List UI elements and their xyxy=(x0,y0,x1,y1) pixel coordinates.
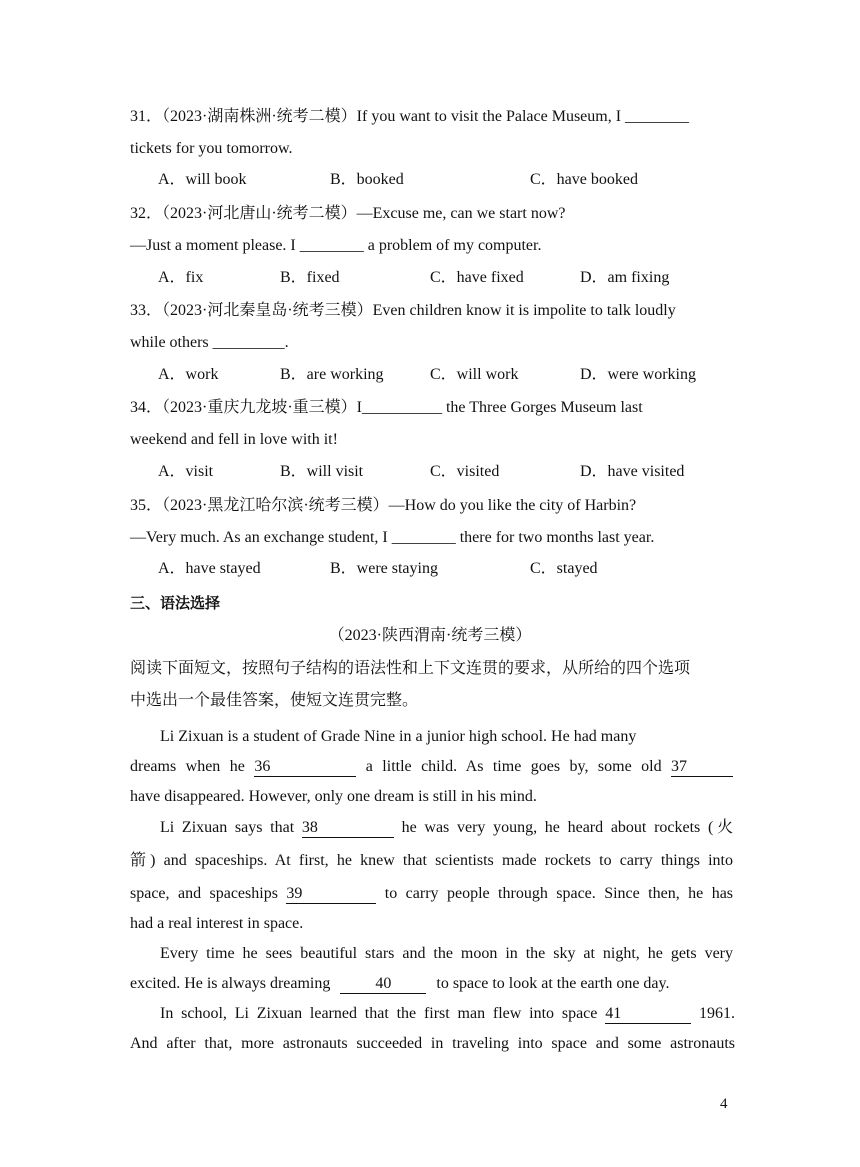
option-d: D．am fixing xyxy=(580,269,670,286)
option-b: B．will visit xyxy=(280,463,364,480)
passage-text: to carry people through space. Since then, he has xyxy=(384,885,734,902)
passage-text: to space to look at the earth one day. xyxy=(436,975,670,992)
question-32-stem-cont: —Just a moment please. I ________ a problem of my computer. xyxy=(130,237,542,254)
blank-37: 37 xyxy=(671,758,733,777)
option-a: A．fix xyxy=(158,269,204,286)
question-31-stem-cont: tickets for you tomorrow. xyxy=(130,140,293,157)
option-d: D．have visited xyxy=(580,463,685,480)
question-33-stem-cont: while others _________. xyxy=(130,334,289,351)
blank-36: 36 xyxy=(254,758,356,777)
passage-text: Li Zixuan says that xyxy=(160,819,295,836)
passage-text: dreams when he xyxy=(130,758,245,775)
passage-text: In school, Li Zixuan learned that the first man flew into space xyxy=(160,1005,598,1022)
blank-38: 38 xyxy=(302,819,394,838)
passage-p1-line2 xyxy=(130,757,733,777)
passage-p1-line3: have disappeared. However, only one dream is still in his mind. xyxy=(130,788,537,805)
option-b: B．were staying xyxy=(330,560,438,577)
passage-text: he was very young, he heard about rockets (火 xyxy=(401,819,733,836)
passage-p3-line2 xyxy=(130,974,669,994)
blank-39: 39 xyxy=(286,885,376,904)
passage-p2-line3 xyxy=(130,884,733,904)
option-c: C．have fixed xyxy=(430,269,524,286)
passage-p2-line4: had a real interest in space. xyxy=(130,915,304,932)
passage-text: space, and spaceships xyxy=(130,885,278,902)
option-c: C．stayed xyxy=(530,560,598,577)
question-35-stem-cont: —Very much. As an exchange student, I ________ there for two months last year. xyxy=(130,529,655,546)
passage-text: a little child. As time goes by, some old xyxy=(365,758,662,775)
passage-p1-line1: Li Zixuan is a student of Grade Nine in a junior high school. He had many xyxy=(160,728,637,745)
option-b: B．fixed xyxy=(280,269,340,286)
passage-text: 1961. xyxy=(699,1005,735,1022)
option-b: B．are working xyxy=(280,366,384,383)
section-source: （2023·陕西渭南·统考三模） xyxy=(328,627,532,644)
option-a: A．work xyxy=(158,366,219,383)
question-34-stem-cont: weekend and fell in love with it! xyxy=(130,431,338,448)
blank-41: 41 xyxy=(605,1005,691,1024)
section-instruction: 阅读下面短文，按照句子结构的语法性和上下文连贯的要求，从所给的四个选项 xyxy=(130,660,691,677)
passage-p4-line2: And after that, more astronauts succeeded in traveling into space and some astronauts xyxy=(130,1035,735,1052)
passage-p4-line1 xyxy=(160,1004,735,1024)
page-number: 4 xyxy=(720,1096,728,1112)
option-c: C．visited xyxy=(430,463,500,480)
section-instruction-cont: 中选出一个最佳答案，使短文连贯完整。 xyxy=(130,692,419,709)
option-c: C．will work xyxy=(430,366,519,383)
option-d: D．were working xyxy=(580,366,696,383)
passage-text: excited. He is always dreaming xyxy=(130,975,331,992)
option-a: A．have stayed xyxy=(158,560,261,577)
passage-p2-line2: 箭) and spaceships. At first, he knew that scientists made rockets to carry things into xyxy=(130,852,734,869)
question-35-stem: 35．（2023·黑龙江哈尔滨·统考三模）—How do you like the city of Harbin? xyxy=(130,497,637,514)
blank-40: 40 xyxy=(340,975,426,994)
option-a: A．visit xyxy=(158,463,214,480)
section-heading: 三、语法选择 xyxy=(130,594,221,612)
passage-p2-line1 xyxy=(160,818,733,838)
option-b: B．booked xyxy=(330,171,404,188)
question-33-stem: 33．（2023·河北秦皇岛·统考三模）Even children know it is impolite to talk loudly xyxy=(130,302,676,319)
passage-p3-line1: Every time he sees beautiful stars and the moon in the sky at night, he gets very xyxy=(160,945,733,962)
question-32-stem: 32．（2023·河北唐山·统考二模）—Excuse me, can we start now? xyxy=(130,205,566,222)
option-a: A．will book xyxy=(158,171,247,188)
question-31-stem: 31．（2023·湖南株洲·统考二模）If you want to visit the Palace Museum, I ________ xyxy=(130,108,690,125)
question-34-stem: 34．（2023·重庆九龙坡·重三模）I__________ the Three Gorges Museum last xyxy=(130,399,643,416)
option-c: C．have booked xyxy=(530,171,638,188)
